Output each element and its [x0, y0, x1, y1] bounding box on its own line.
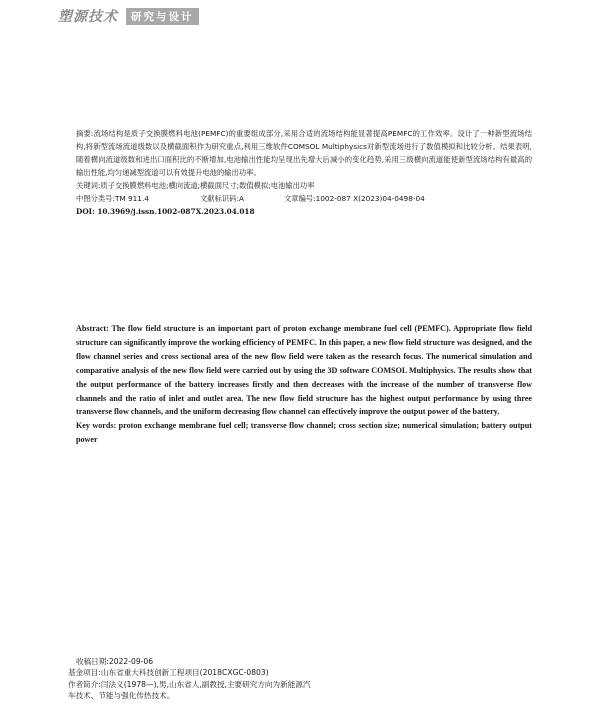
- document-code: 文献标识码:A: [200, 194, 244, 203]
- cn-abstract: [76, 127, 532, 179]
- cn-keywords-text: 质子交换膜燃料电池;横向流道;横截面尺寸;数值模拟;电池输出功率: [100, 181, 315, 190]
- cn-keywords-label: 关键词:: [76, 181, 101, 190]
- section-badge: 研究与设计: [126, 8, 199, 25]
- clc-number: 中图分类号:TM 911.4: [76, 194, 149, 203]
- en-keywords-label: Key words:: [76, 421, 117, 431]
- en-keywords: [76, 419, 532, 447]
- journal-name: 塑源技术: [58, 9, 118, 25]
- footnote: [58, 656, 318, 701]
- doi: DOI: 10.3969/j.issn.1002-087X.2023.04.018: [76, 207, 255, 216]
- chinese-abstract-block: [76, 127, 532, 218]
- en-keywords-text: proton exchange membrane fuel cell; transverse flow channel; cross section size; numerical simulation; battery output power: [76, 421, 533, 445]
- en-abstract: [76, 322, 532, 419]
- fund-project: 基金项目:山东省重大科技创新工程项目(2018CXGC-0803): [68, 668, 269, 678]
- cn-keywords: [76, 179, 532, 192]
- cn-abstract-label: 摘要:: [76, 129, 94, 138]
- classification-row: [76, 192, 532, 205]
- author-bio: 作者简介:闫法义(1978—),男,山东省人,副教授,主要研究方向为新能源汽车技术、节能与强化传热技术。: [68, 679, 311, 700]
- page-header: [58, 6, 199, 26]
- en-abstract-text: The flow field structure is an important part of proton exchange membrane fuel cell (PEMFC). Appropriate flow field structure can significantly improve the working efficiency of PEMFC. In this paper, a new flow field structure was designed, and the flow channel series and cross sectional area of the new flow field were taken as the research focus. The numerical simulation and comparative analysis of the new flow field were carried out by using the 3D software COMSOL Multiphysics. The results show that the output performance of the battery increases firstly and then decreases with the increase of the number of transverse flow channels and the ratio of inlet and outlet area. The new flow field structure has the highest output performance by using three transverse flow channels, and the uniform decreasing flow channel can effectively improve the output power of the battery.: [76, 324, 532, 417]
- cn-abstract-text: 流场结构是质子交换膜燃料电池(PEMFC)的重要组成部分,采用合适的流场结构能显著提高PEMFC的工作效率。设计了一种新型流场结构,将新型流场流道级数以及横截面积作为研究重点,利用三维软件COMSOL Multiphysics对新型流场进行了数值模拟和比较分析。结果表明,随着横向流道级数和进出口面积比的不断增加,电池输出性能均呈现出先增大后减小的变化趋势,采用三级横向流道能使新型流场结构有最高的输出性能,均匀递减型流道可以有效提升电池的输出功率。: [76, 129, 532, 177]
- english-abstract-block: [76, 322, 532, 447]
- en-abstract-label: Abstract:: [76, 324, 109, 333]
- received-date: 收稿日期:2022-09-06: [76, 657, 154, 666]
- article-number: 文章编号:1002-087 X(2023)04-0498-04: [284, 194, 425, 203]
